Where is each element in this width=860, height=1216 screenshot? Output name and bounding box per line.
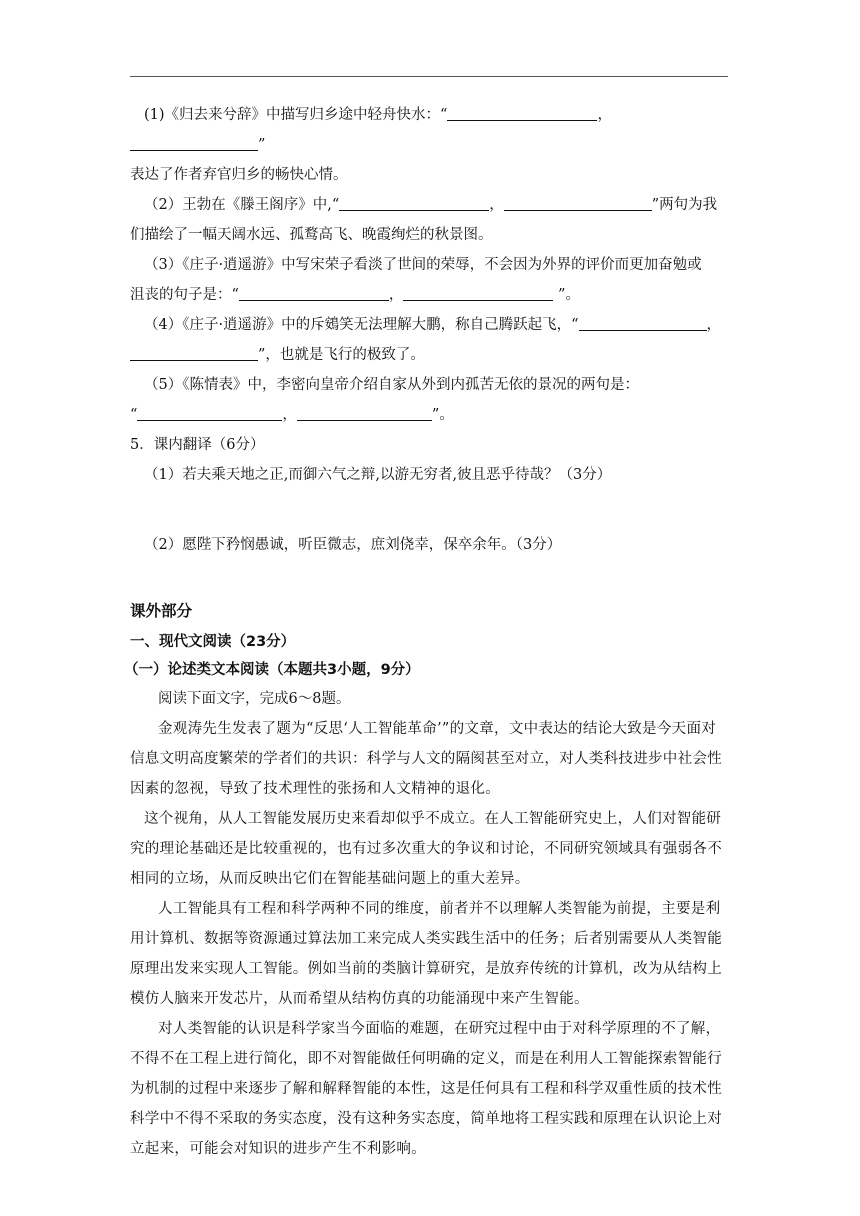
recite-q4-cont: ”，也就是飞行的极致了。 [130,340,730,370]
reading-instruction: 阅读下面文字，完成6～8题。 [158,691,351,707]
answer-blank[interactable] [504,192,652,211]
section-title: 课外部分 [130,602,193,620]
answer-space[interactable] [130,560,730,594]
answer-blank[interactable] [137,402,282,421]
subpart-heading: （一）论述类文本阅读（本题共3小题，9分） [124,662,420,678]
answer-blank[interactable] [403,282,553,301]
answer-blank[interactable] [297,402,432,421]
recite-q2-cont: 们描绘了一幅天阔水远、孤鹜高飞、晚霞绚烂的秋景图。 [130,227,493,243]
recite-q2: （2）王勃在《滕王阁序》中,“ ， ”两句为我 [130,190,730,220]
answer-blank[interactable] [239,282,389,301]
answer-blank[interactable] [579,312,707,331]
part-heading: 一、现代文阅读（23分） [130,634,296,650]
answer-blank[interactable] [339,192,489,211]
answer-blank[interactable] [447,102,597,121]
recite-q3: （3）《庄子·逍遥游》中写宋荣子看淡了世间的荣辱，不会因为外界的评价而更加奋勉或 [144,257,702,273]
answer-blank[interactable] [130,342,258,361]
recite-q1-cont: 表达了作者弃官归乡的畅快心情。 [130,167,348,183]
recite-q1: (1)《归去来兮辞》中描写归乡途中轻舟快水：“ ，” [130,100,730,160]
translate-heading: 5．课内翻译（6分） [130,437,265,453]
answer-space[interactable] [130,490,730,530]
passage-paragraph: 这个视角，从人工智能发展历史来看却似乎不成立。在人工智能研究史上，人们对智能研究的理论基础还是比较重视的，也有过多次重大的争议和讨论，不同研究领域具有强弱各不相同的立场，从而反映出它们在智能基础问题上的重大差异。 [130,811,722,887]
translate-q2: （2）愿陛下矜悯愚诚，听臣微志，庶刘侥幸，保卒余年。（3分） [144,537,562,553]
translate-q1: （1）若夫乘天地之正,而御六气之辩,以游无穷者,彼且恶乎待哉？（3分） [144,467,612,483]
passage-paragraph: 金观涛先生发表了题为“反思‘人工智能革命’”的文章，文中表达的结论大致是今天面对信息文明高度繁荣的学者们的共识：科学与人文的隔阂甚至对立，对人类科技进步中社会性因素的忽视，导致了技术理性的张扬和人文精神的退化。 [130,721,722,797]
exam-page [124,100,730,1164]
passage-paragraph: 人工智能具有工程和科学两种不同的维度，前者并不以理解人类智能为前提，主要是利用计算机、数据等资源通过算法加工来完成人类实践生活中的任务；后者别需要从人类智能原理出发来实现人工智能。例如当前的类脑计算研究，是放弃传统的计算机，改为从结构上模仿人脑来开发芯片，从而希望从结构仿真的功能涌现中来产生智能。 [130,901,722,1007]
passage-paragraph: 对人类智能的认识是科学家当今面临的难题，在研究过程中由于对科学原理的不了解，不得不在工程上进行简化，即不对智能做任何明确的定义，而是在利用人工智能探索智能行为机制的过程中来逐步了解和解释智能的本性，这是任何具有工程和科学双重性质的技术性科学中不得不采取的务实态度，没有这种务实态度，简单地将工程实践和原理在认识论上对立起来，可能会对知识的进步产生不利影响。 [130,1021,722,1157]
recite-q4: （4）《庄子·逍遥游》中的斥鴳笑无法理解大鹏，称自己腾跃起飞，“ ， [130,310,730,340]
recite-q5: （5）《陈情表》中，李密向皇帝介绍自家从外到内孤苦无依的景况的两句是： [144,377,639,393]
recite-q3-cont: 沮丧的句子是：“ ， ”。 [130,280,730,310]
answer-blank[interactable] [130,132,258,151]
header-rule [130,76,728,77]
recite-q5-cont: “ ， ”。 [130,400,730,430]
